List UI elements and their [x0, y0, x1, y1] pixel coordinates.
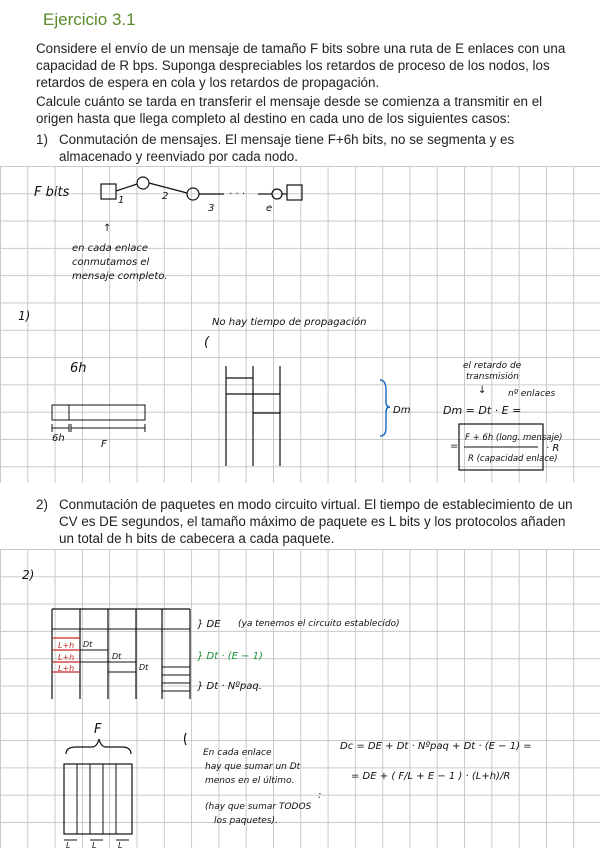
switch-node-n [272, 189, 282, 199]
l-label-1: L [66, 841, 71, 850]
de-note: (ya tenemos el circuito establecido) [238, 619, 400, 629]
destination-node [287, 185, 302, 200]
lh-label-1: L+h [58, 641, 75, 650]
note-line-3: menos en el último. [205, 776, 295, 786]
handwritten-grid-2 [0, 549, 600, 848]
lh-label-3: L+h [58, 664, 75, 673]
switch-note-line-2: conmutamos el [72, 257, 150, 268]
f-size: F [101, 439, 107, 450]
dc-formula-line-1: Dc = DE + Dt · Nºpaq + Dt · (E − 1) = [340, 741, 532, 752]
case-1-hand-label: 1) [18, 309, 31, 323]
eq-prefix: = [450, 441, 459, 452]
intro-paragraph: Considere el envío de un mensaje de tamaño F bits sobre una ruta de E enlaces con una capacidad de R bps. Suponga despreciables los retardos de proceso de los nodos, los retardos de espera en cola y los retardos de propagación. [36, 41, 566, 90]
case-2-hand-label: 2) [22, 568, 35, 582]
l-label-3: L [118, 841, 123, 850]
case-1-number: 1) [36, 132, 48, 147]
note-line-2: hay que sumar un Dt [205, 762, 301, 772]
dt-e-minus-1: } Dt · (E − 1) [197, 651, 263, 662]
n-enlaces-note: nº enlaces [508, 389, 556, 399]
times-r: · R [546, 443, 560, 454]
handwritten-grid-1 [0, 166, 600, 483]
dm-label: Dm [393, 405, 411, 416]
dt-label-2: Dt [112, 652, 122, 661]
note-line-5: los paquetes). [214, 816, 278, 826]
lh-label-2: L+h [58, 653, 75, 662]
dc-formula-line-2: = DE + ( F/L + E − 1 ) · (L+h)/R [351, 771, 511, 782]
six-h-size: 6h [52, 433, 65, 444]
source-node [101, 184, 116, 199]
dots-label: · · · [229, 189, 245, 200]
arrow-down: ↓ [478, 385, 487, 396]
l-label-2: L [92, 841, 97, 850]
dt-label-1: Dt [83, 640, 93, 649]
no-propagation-note: No hay tiempo de propagación [212, 317, 367, 328]
link-1-label: 1 [118, 195, 125, 206]
switch-note-line-1: en cada enlace [72, 243, 148, 254]
link-3-label: 3 [208, 203, 215, 214]
fraction-numerator: F + 6h (long. mensaje) [465, 433, 563, 443]
exercise-title: Ejercicio 3.1 [43, 10, 136, 29]
colon-mark: : [318, 790, 322, 801]
note-line-4: (hay que sumar TODOS [205, 802, 312, 812]
six-h-title: 6h [70, 361, 87, 376]
case-2-text: Conmutación de paquetes en modo circuito virtual. El tiempo de establecimiento de un CV es DE segundos, el tamaño máximo de paquete es L bits y los protocolos añaden un total de h bits de cabecera a cada paquete. [59, 497, 573, 546]
case-1-text: Conmutación de mensajes. El mensaje tiene F+6h bits, no se segmenta y es almacenado y reenviado por cada nodo. [59, 132, 515, 164]
fraction-denominator: R (capacidad enlace) [468, 454, 558, 464]
dm-formula: Dm = Dt · E = [443, 404, 522, 417]
question-paragraph: Calcule cuánto se tarda en transferir el mensaje desde se comienza a transmitir en el origen hasta que llega completo al destino en cada uno de los siguientes casos: [36, 94, 543, 126]
f-bits-label: F bits [34, 185, 70, 200]
f-top-label: F [94, 722, 102, 737]
case-2-number: 2) [36, 497, 48, 512]
link-2-label: 2 [162, 191, 169, 202]
bracket-mark: ( [204, 335, 210, 350]
dt-label-3: Dt [139, 663, 149, 672]
retardo-note-1: el retardo de [463, 361, 522, 371]
switch-node-2 [187, 188, 199, 200]
arrow-up: ↑ [103, 223, 112, 234]
de-label: } DE [197, 619, 221, 630]
note-line-1: En cada enlace [203, 748, 272, 758]
dt-npaq: } Dt · Nºpaq. [197, 681, 262, 692]
link-e-label: e [266, 203, 273, 214]
retardo-note-2: transmisión [466, 372, 519, 382]
switch-note-line-3: mensaje completo. [72, 271, 168, 282]
switch-node-1 [137, 177, 149, 189]
